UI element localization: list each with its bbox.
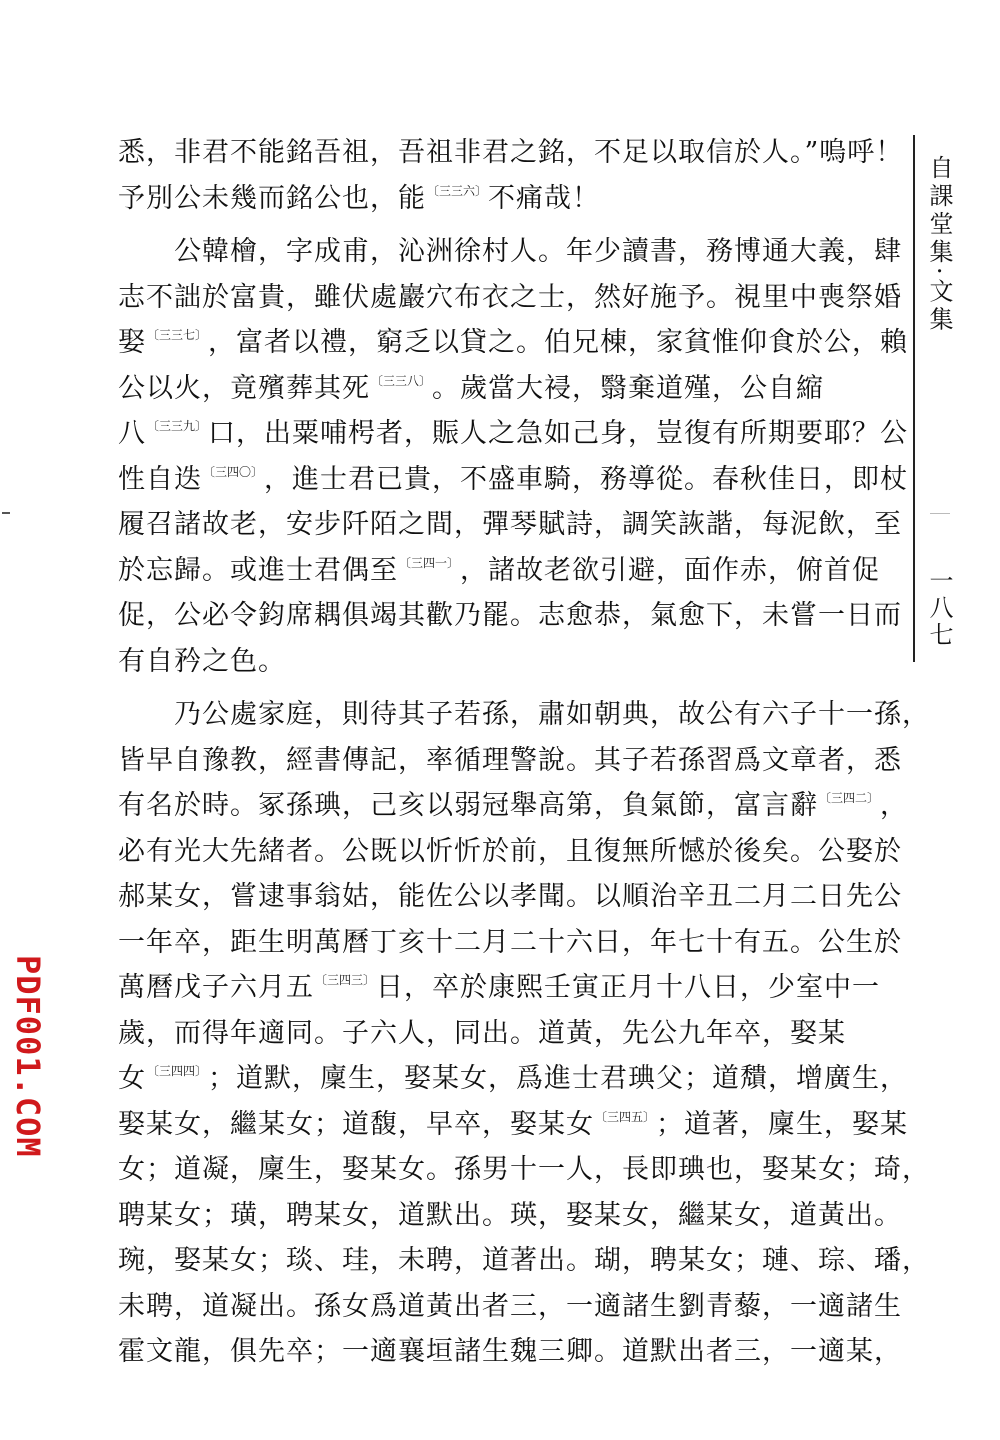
footnote-marker[interactable]: 〔三四四〕 xyxy=(147,1064,208,1078)
text-line: 有自矜之色。 xyxy=(118,645,286,677)
text-line: 聘某女；璜，聘某女，道默出。瑛，娶某女，繼某女，道黃出。 xyxy=(118,1199,902,1231)
text-line: 娶某女，繼某女；道馥，早卒，娶某女〔三四五〕；道著，廩生，娶某 xyxy=(118,1108,909,1140)
text-line: 有名於時。冢孫琠，己亥以弱冠舉高第，負氣節，富言辭〔三四二〕， xyxy=(118,790,909,821)
footnote-marker[interactable]: 〔三四一〕 xyxy=(399,555,460,570)
footnote-marker[interactable]: 〔三四二〕 xyxy=(819,791,880,805)
text-line: 琬，娶某女；琰、珪，未聘，道著出。瑚，聘某女；璉、琮、璠， xyxy=(118,1245,930,1276)
text-line: 郝某女，嘗逮事翁姑，能佐公以孝聞。以順治辛丑二月二日先公 xyxy=(118,881,902,912)
watermark: PDF001.COM xyxy=(9,955,47,1158)
text-line: 履召諸故老，安步阡陌之間，彈琴賦詩，調笑詼諧，每泥飲，至 xyxy=(118,509,902,540)
text-line: 娶〔三三七〕，富者以禮，窮乏以貸之。伯兄棟，家貧惟仰食於公，賴 xyxy=(118,327,909,358)
text-line: 女〔三四四〕；道默，廩生，娶某女，爲進士君琠父；道穨，增廣生， xyxy=(118,1063,909,1094)
text-line: 皆早自豫教，經書傳記，率循理警說。其子若孫習爲文章者，悉 xyxy=(118,744,902,776)
footnote-marker[interactable]: 〔三三八〕 xyxy=(371,373,432,388)
text-line: 志不詘於富貴，雖伏處巖穴布衣之士，然好施予。視里中喪祭婚 xyxy=(118,281,902,313)
text-line: 八〔三三九〕口，出粟哺枵者，賑人之急如己身，豈復有所期要耶？公 xyxy=(118,418,909,449)
text-line: 歲，而得年適同。子六人，同出。道黃，先公九年卒，娶某 xyxy=(118,1017,846,1049)
scan-mark xyxy=(2,512,10,514)
text-line: 必有光大先緒者。公既以忻忻於前，且復無所憾於後矣。公娶於 xyxy=(118,835,902,867)
margin-tick xyxy=(930,513,950,514)
footnote-marker[interactable]: 〔三四〇〕 xyxy=(203,464,264,479)
text-line: 霍文龍，俱先卒；一適襄垣諸生魏三卿。道默出者三，一適某， xyxy=(118,1336,902,1367)
text-line: 女；道凝，廩生，娶某女。孫男十一人，長即琠也，娶某女；琦， xyxy=(118,1154,930,1185)
running-title: 自課堂集·文集 xyxy=(925,155,953,335)
text-line: 悉，非君不能銘吾祖，吾祖非君之銘，不足以取信於人。”嗚呼！ xyxy=(118,137,904,168)
text-line: 公韓檜，字成甫，沁洲徐村人。年少讀書，務博通大義，肆 xyxy=(118,236,902,267)
text-line: 公以火，竟殯葬其死〔三三八〕。歲當大祲，翳棄道殣，公自縮 xyxy=(118,372,825,404)
body-text xyxy=(118,130,930,1375)
text-line: 一年卒，距生明萬曆丁亥十二月二十六日，年七十有五。公生於 xyxy=(118,926,902,958)
text-line: 乃公處家庭，則待其子若孫，肅如朝典，故公有六子十一孫， xyxy=(118,699,930,730)
footnote-marker[interactable]: 〔三三六〕 xyxy=(427,183,488,198)
text-line: 未聘，道凝出。孫女爲道黃出者三，一適諸生劉青藜，一適諸生 xyxy=(118,1290,902,1322)
footnote-marker[interactable]: 〔三三七〕 xyxy=(147,328,208,342)
text-line: 於忘歸。或進士君偶至〔三四一〕，諸故老欲引避，面作赤，俯首促 xyxy=(118,554,881,586)
footnote-marker[interactable]: 〔三三九〕 xyxy=(147,419,208,433)
footnote-marker[interactable]: 〔三四三〕 xyxy=(315,973,376,987)
text-line: 促，公必令鈞席耦俱竭其歡乃罷。志愈恭，氣愈下，未嘗一日而 xyxy=(118,600,902,631)
text-line: 性自迭〔三四〇〕，進士君已貴，不盛車騎，務導從。春秋佳日，即杖 xyxy=(118,463,909,495)
text-line: 予別公未幾而銘公也，能〔三三六〕不痛哉！ xyxy=(118,182,601,214)
margin-divider xyxy=(913,135,915,662)
text-line: 萬曆戊子六月五〔三四三〕日，卒於康熙壬寅正月十八日，少室中一 xyxy=(118,972,881,1003)
page-number: 一八七 xyxy=(925,568,953,649)
footnote-marker[interactable]: 〔三四五〕 xyxy=(595,1109,656,1124)
